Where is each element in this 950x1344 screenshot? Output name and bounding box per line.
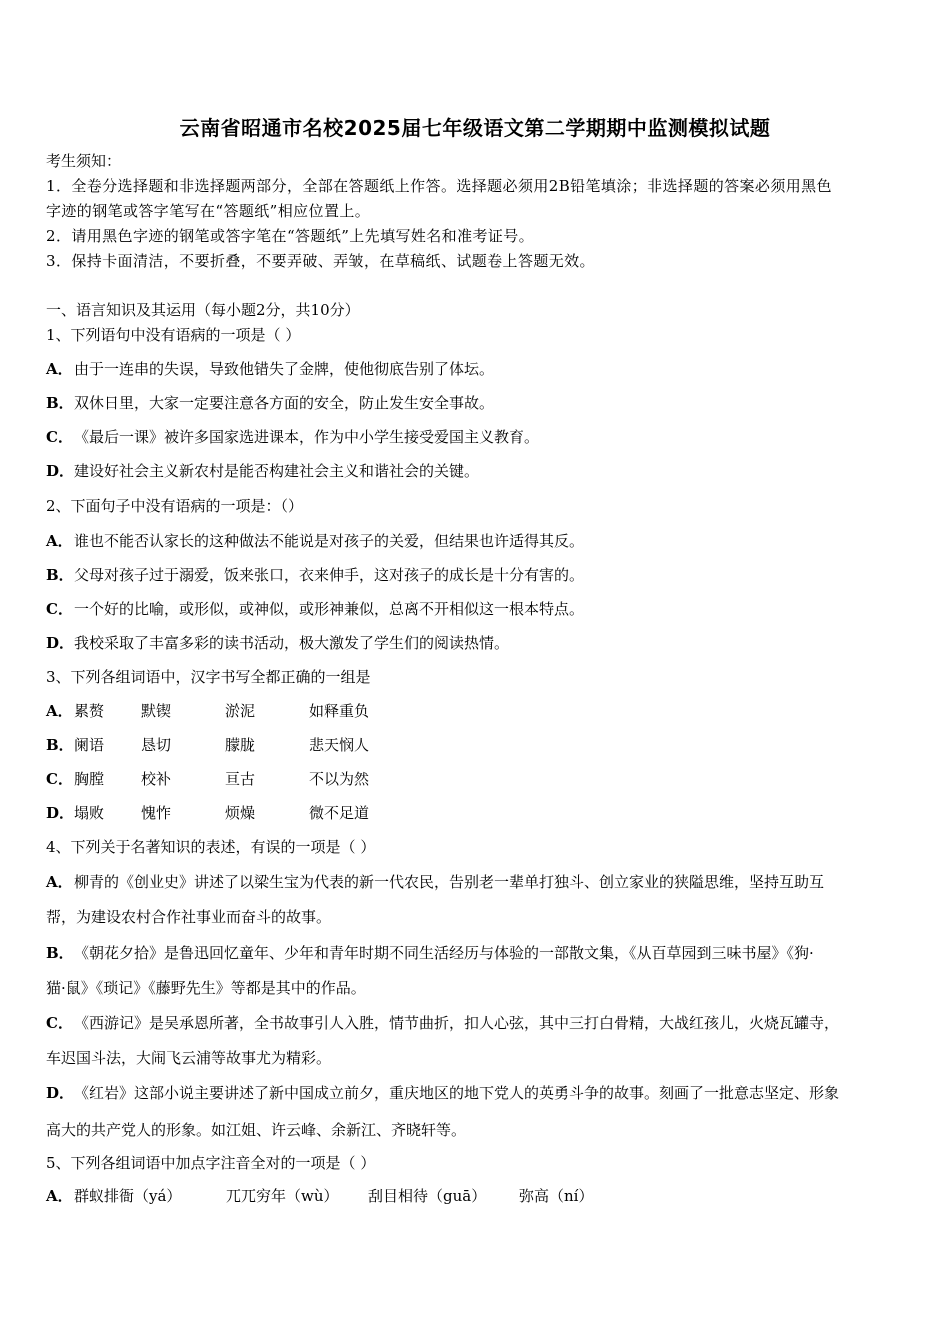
word-item: 微不足道: [309, 804, 370, 822]
option-letter: C．: [46, 600, 73, 618]
word-item: 弥高（ní）: [519, 1187, 594, 1205]
section-heading: 一、语言知识及其运用（每小题2分，共10分）: [46, 301, 360, 319]
option-letter: A．: [46, 873, 73, 891]
question-stem: 4、下列关于名著知识的表述，有误的一项是（ ）: [46, 838, 376, 856]
option-text: 《红岩》这部小说主要讲述了新中国成立前夕，重庆地区的地下党人的英勇斗争的故事。刻画了一批意志坚定、形象: [74, 1084, 840, 1102]
notice-line: 2．请用黑色字迹的钢笔或答字笔在“答题纸”上先填写姓名和准考证号。: [46, 227, 535, 245]
option-text: 《朝花夕拾》是鲁迅回忆童年、少年和青年时期不同生活经历与体验的一部散文集，《从百草园到三味书屋》《狗·: [74, 944, 814, 962]
notice-line: 字迹的钢笔或答字笔写在“答题纸”相应位置上。: [46, 202, 371, 220]
notice-heading: 考生须知：: [46, 152, 122, 170]
option-letter: B．: [46, 736, 74, 754]
option-c: [46, 427, 539, 447]
word-item: 如释重负: [309, 702, 370, 720]
word-item: 不以为然: [309, 770, 370, 788]
option-text: 双休日里，大家一定要注意各方面的安全，防止发生安全事故。: [74, 394, 495, 412]
word-item: 亘古: [225, 770, 256, 788]
option-text: 谁也不能否认家长的这种做法不能说是对孩子的关爱，但结果也许适得其反。: [74, 532, 585, 550]
question-stem: 1、下列语句中没有语病的一项是（ ）: [46, 326, 301, 344]
option-letter: A．: [46, 1187, 73, 1205]
question-stem: 3、下列各组词语中，汉字书写全都正确的一组是: [46, 668, 371, 686]
option-d: [46, 1083, 839, 1103]
word-item: 愧怍: [141, 804, 172, 822]
option-a: [46, 359, 494, 379]
notice-line: 3．保持卡面清洁，不要折叠，不要弄破、弄皱，在草稿纸、试题卷上答题无效。: [46, 252, 595, 270]
option-a: [46, 531, 584, 551]
word-item: 刮目相待（guā）: [368, 1187, 487, 1205]
word-item: 校补: [141, 770, 172, 788]
word-item: 悲天悯人: [309, 736, 370, 754]
option-c: [46, 599, 584, 619]
option-text-continued: 车迟国斗法，大闹飞云浦等故事尤为精彩。: [46, 1049, 332, 1067]
option-letter: B．: [46, 566, 74, 584]
option-b: [46, 393, 494, 413]
notice-line: 1．全卷分选择题和非选择题两部分，全部在答题纸上作答。选择题必须用2B铅笔填涂；非选择题的答案必须用黑色: [46, 177, 832, 195]
option-text: 父母对孩子过于溺爱，饭来张口，衣来伸手，这对孩子的成长是十分有害的。: [74, 566, 585, 584]
option-text: 《西游记》是吴承恩所著，全书故事引人入胜，情节曲折，扣人心弦，其中三打白骨精，大战红孩儿，火烧瓦罐寺，: [74, 1014, 840, 1032]
option-text-continued: 帮，为建设农村合作社事业而奋斗的故事。: [46, 908, 332, 926]
option-b: [46, 943, 814, 963]
option-letter: C．: [46, 1014, 73, 1032]
option-letter: B．: [46, 944, 74, 962]
option-text: 我校采取了丰富多彩的读书活动，极大激发了学生们的阅读热情。: [74, 634, 510, 652]
question-stem: 5、下列各组词语中加点字注音全对的一项是（ ）: [46, 1154, 376, 1172]
word-item: 塌败: [74, 804, 105, 822]
word-item: 胸膛: [74, 770, 105, 788]
word-item: 阑语: [74, 736, 105, 754]
word-item: 烦燥: [225, 804, 256, 822]
word-item: 兀兀穷年（wù）: [226, 1187, 339, 1205]
option-d: [46, 461, 479, 481]
option-letter: D．: [46, 804, 75, 822]
option-text: 由于一连串的失误，导致他错失了金牌，使他彻底告别了体坛。: [74, 360, 495, 378]
word-item: 恳切: [141, 736, 172, 754]
word-item: 朦胧: [225, 736, 256, 754]
option-text: 一个好的比喻，或形似，或神似，或形神兼似，总离不开相似这一根本特点。: [74, 600, 585, 618]
option-letter: C．: [46, 770, 73, 788]
page-title: 云南省昭通市名校2025届七年级语文第二学期期中监测模拟试题: [179, 116, 771, 140]
option-letter: A．: [46, 360, 73, 378]
option-letter: C．: [46, 428, 73, 446]
option-text: 《最后一课》被许多国家选进课本，作为中小学生接受爱国主义教育。: [74, 428, 540, 446]
option-a: [46, 872, 824, 892]
word-item: 累赘: [74, 702, 105, 720]
option-text-continued: 高大的共产党人的形象。如江姐、许云峰、余新江、齐晓轩等。: [46, 1121, 467, 1139]
option-letter: D．: [46, 634, 75, 652]
word-item: 淤泥: [225, 702, 256, 720]
option-b: [46, 565, 584, 585]
option-text-continued: 猫·鼠》《琐记》《藤野先生》等都是其中的作品。: [46, 979, 366, 997]
option-letter: D．: [46, 462, 75, 480]
option-letter: B．: [46, 394, 74, 412]
option-text: 柳青的《创业史》讲述了以梁生宝为代表的新一代农民，告别老一辈单打独斗、创立家业的狭隘思维，坚持互助互: [74, 873, 825, 891]
option-letter: A．: [46, 532, 73, 550]
option-c: [46, 1013, 839, 1033]
word-item: 群蚁排衙（yá）: [74, 1187, 182, 1205]
option-letter: D．: [46, 1084, 75, 1102]
option-d: [46, 633, 509, 653]
option-text: 建设好社会主义新农村是能否构建社会主义和谐社会的关键。: [74, 462, 480, 480]
word-item: 默锲: [141, 702, 172, 720]
option-letter: A．: [46, 702, 73, 720]
question-stem: 2、下面句子中没有语病的一项是：（）: [46, 497, 304, 515]
